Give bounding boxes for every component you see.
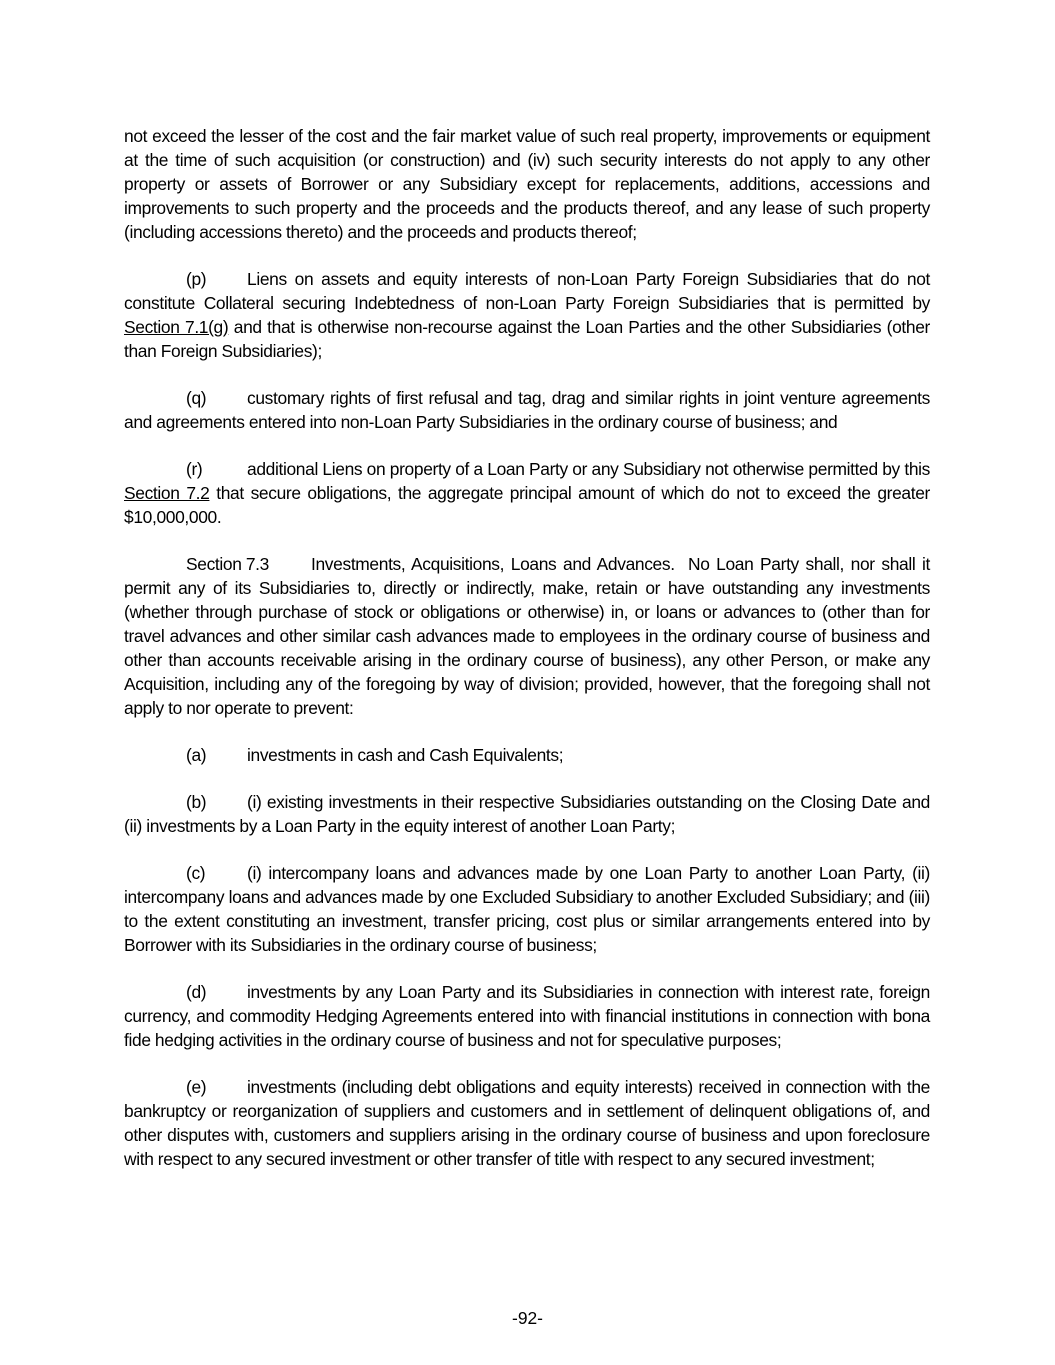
clause-r <box>124 457 930 529</box>
clause-label: (q) <box>186 388 207 408</box>
document-page <box>124 124 930 1194</box>
clause-text: investments by any Loan Party and its Subsidiaries in connection with interest rate, foreign currency, and commodity Hedging Agreements entered into with financial institutions in connection with bona fide hedging activities in the ordinary course of business and not for speculative purposes; <box>124 982 930 1050</box>
section-7-3 <box>124 552 930 720</box>
clause-text: investments (including debt obligations and equity interests) received in connection with the bankruptcy or reorganization of suppliers and customers and in settlement of delinquent obligations of, and other disputes with, customers and suppliers arising in the ordinary course of business and upon foreclosure with respect to any secured investment or other transfer of title with respect to any secured investment; <box>124 1077 930 1169</box>
clause-label: (d) <box>186 982 207 1002</box>
clause-label: (p) <box>186 269 207 289</box>
clause-text: customary rights of first refusal and tag, drag and similar rights in joint venture agreements and agreements entered into non-Loan Party Subsidiaries in the ordinary course of business; and <box>124 388 930 432</box>
section-number: Section 7.3 <box>186 554 269 574</box>
clause-d <box>124 980 930 1052</box>
clause-text: (i) existing investments in their respective Subsidiaries outstanding on the Closing Date and (ii) investments by a Loan Party in the equity interest of another Loan Party; <box>124 792 930 836</box>
clause-text: and that is otherwise non-recourse against the Loan Parties and the other Subsidiaries (other than Foreign Subsidiaries); <box>124 317 930 361</box>
clause-e <box>124 1075 930 1171</box>
clause-text: (i) intercompany loans and advances made by one Loan Party to another Loan Party, (ii) intercompany loans and advances made by one Excluded Subsidiary to another Excluded Subsidiary; and (iii) to the extent constituting an investment, transfer pricing, cost plus or similar arrangements entered into by Borrower with its Subsidiaries in the ordinary course of business; <box>124 863 930 955</box>
section-reference: Section 7.2 <box>124 483 210 503</box>
clause-c <box>124 861 930 957</box>
clause-q <box>124 386 930 434</box>
clause-label: (b) <box>186 792 207 812</box>
clause-label: (a) <box>186 745 207 765</box>
clause-b <box>124 790 930 838</box>
clause-p <box>124 267 930 363</box>
clause-label: (c) <box>186 863 206 883</box>
clause-label: (e) <box>186 1077 207 1097</box>
clause-text: additional Liens on property of a Loan Party or any Subsidiary not otherwise permitted by this <box>247 459 930 479</box>
clause-text: investments in cash and Cash Equivalents; <box>247 745 564 765</box>
section-heading: Investments, Acquisitions, Loans and Advances. <box>311 554 675 574</box>
section-text: No Loan Party shall, nor shall it permit any of its Subsidiaries to, directly or indirectly, make, retain or have outstanding any investments (whether through purchase of stock or obligations or otherwise) in, or loans or advances to (other than for travel advances and other similar cash advances made to employees in the ordinary course of business and other than accounts receivable arising in the ordinary course of business), any other Person, or make any Acquisition, including any of the foregoing by way of division; provided, however, that the foregoing shall not apply to nor operate to prevent: <box>124 554 930 718</box>
clause-label: (r) <box>186 459 203 479</box>
paragraph-text: not exceed the lesser of the cost and the fair market value of such real property, improvements or equipment at the time of such acquisition (or construction) and (iv) such security interests do not apply to any other property or assets of Borrower or any Subsidiary except for replacements, additions, accessions and improvements to such property and the proceeds and the products thereof, and any lease of such property (including accessions thereto) and the proceeds and products thereof; <box>124 126 930 242</box>
clause-text: that secure obligations, the aggregate principal amount of which do not to exceed the greater $10,000,000. <box>124 483 930 527</box>
clause-a <box>124 743 930 767</box>
page-number: -92- <box>512 1308 543 1328</box>
clause-text: Liens on assets and equity interests of non-Loan Party Foreign Subsidiaries that do not constitute Collateral securing Indebtedness of non-Loan Party Foreign Subsidiaries that is permitted by <box>124 269 930 313</box>
paragraph-continuation <box>124 124 930 244</box>
section-reference: Section 7.1(g) <box>124 317 229 337</box>
